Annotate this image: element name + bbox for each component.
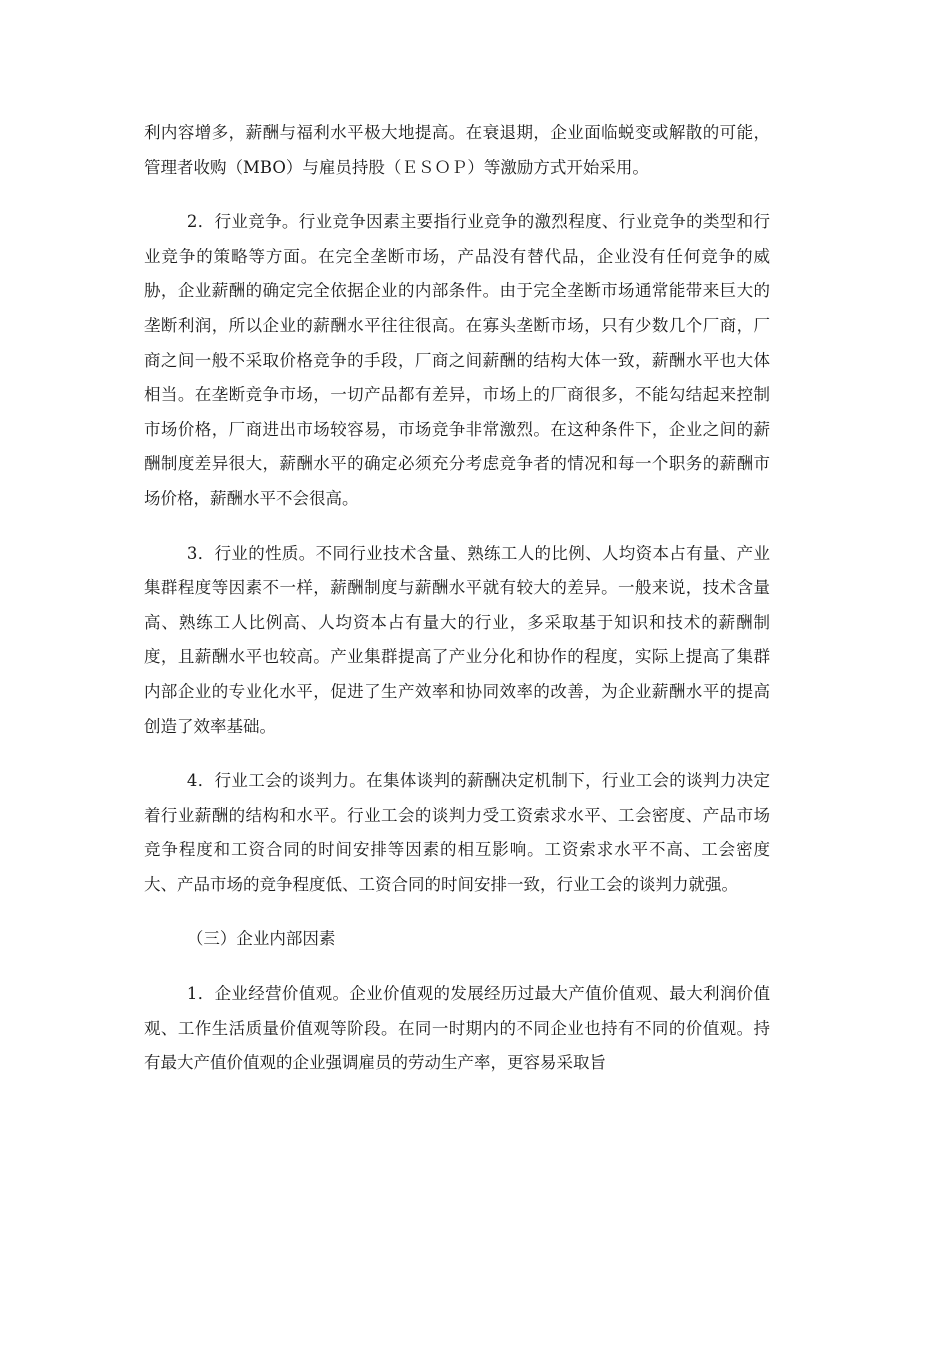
paragraph-industry-nature: 3．行业的性质。不同行业技术含量、熟练工人的比例、人均资本占有量、产业集群程度等因素不一样，薪酬制度与薪酬水平就有较大的差异。一般来说，技术含量高、熟练工人比例高、人均资本占有量大的行业，多采取基于知识和技术的薪酬制度，且薪酬水平也较高。产业集群提高了产业分化和协作的程度，实际上提高了集群内部企业的专业化水平，促进了生产效率和协同效率的改善，为企业薪酬水平的提高创造了效率基础。 [144,543,770,736]
paragraph-continuation: 利内容增多，薪酬与福利水平极大地提高。在衰退期，企业面临蜕变或解散的可能，管理者收购（MBO）与雇员持股（ＥＳＯＰ）等激励方式开始采用。 [144,123,770,177]
paragraph-industry-competition: 2．行业竞争。行业竞争因素主要指行业竞争的激烈程度、行业竞争的类型和行业竞争的策略等方面。在完全垄断市场，产品没有替代品，企业没有任何竞争的威胁，企业薪酬的确定完全依据企业的内部条件。由于完全垄断市场通常能带来巨大的垄断利润，所以企业的薪酬水平往往很高。在寡头垄断市场，只有少数几个厂商，厂商之间一般不采取价格竞争的手段，厂商之间薪酬的结构大体一致，薪酬水平也大体相当。在垄断竞争市场，一切产品都有差异，市场上的厂商很多，不能勾结起来控制市场价格，厂商进出市场较容易，市场竞争非常激烈。在这种条件下，企业之间的薪酬制度差异很大，薪酬水平的确定必须充分考虑竞争者的情况和每一个职务的薪酬市场价格，薪酬水平不会很高。 [144,212,770,508]
document-body [144,116,770,1101]
paragraph-business-values: 1．企业经营价值观。企业价值观的发展经历过最大产值价值观、最大利润价值观、工作生活质量价值观等阶段。在同一时期内的不同企业也持有不同的价值观。持有最大产值价值观的企业强调雇员的劳动生产率，更容易采取旨 [144,984,770,1073]
paragraph-union-bargaining: 4．行业工会的谈判力。在集体谈判的薪酬决定机制下，行业工会的谈判力决定着行业薪酬的结构和水平。行业工会的谈判力受工资索求水平、工会密度、产品市场竞争程度和工资合同的时间安排等因素的相互影响。工资索求水平不高、工会密度大、产品市场的竞争程度低、工资合同的时间安排一致，行业工会的谈判力就强。 [144,771,770,894]
section-heading: （三）企业内部因素 [186,929,336,949]
